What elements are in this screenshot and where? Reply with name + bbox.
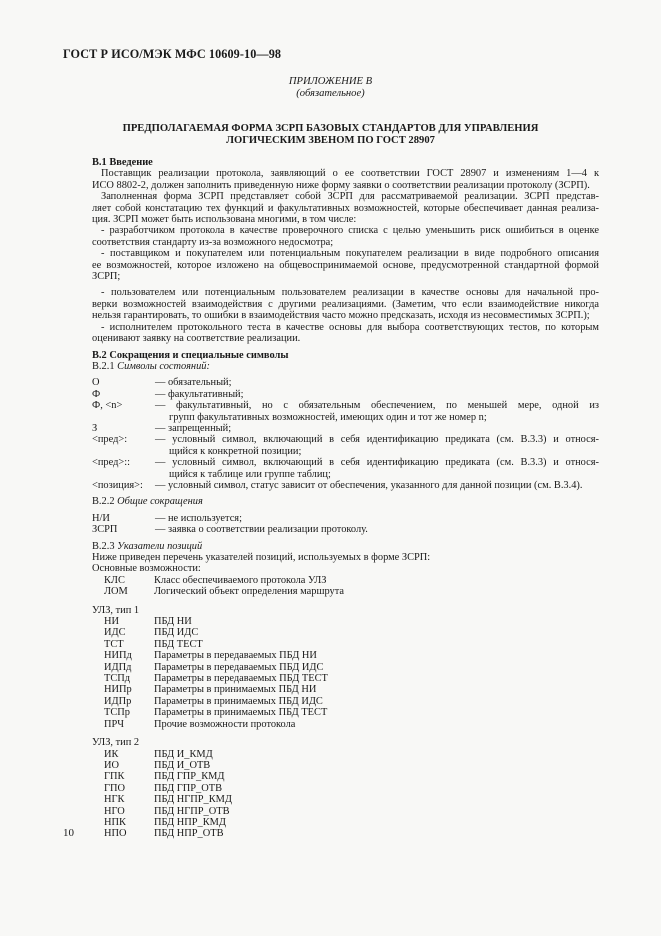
symbol-desc: щийся к таблице или группе таблиц; <box>169 468 331 480</box>
subsection-title: Общие сокращения <box>117 496 203 508</box>
text-line: Заполненная форма ЗСРП представляет собой ЗСРП для рассматриваемой реализации. ЗСРП представ- <box>101 191 599 203</box>
code-desc: Параметры в передаваемых ПБД НИ <box>154 650 317 662</box>
code-row <box>92 707 599 718</box>
code-term: ИК <box>104 748 119 760</box>
code-term: НИПр <box>104 684 132 696</box>
group-label: УЛЗ, тип 1 <box>92 604 140 616</box>
code-row <box>92 828 599 839</box>
symbol-desc: щийся к конкретной позиции; <box>169 445 302 457</box>
code-row <box>92 662 599 673</box>
symbol-desc: — факультативный, но с обязательным обеспечением, по меньшей мере, одной из <box>155 400 599 412</box>
code-desc: ПБД И_КМД <box>154 748 213 760</box>
main-title-line: ЛОГИЧЕСКИМ ЗВЕНОМ ПО ГОСТ 28907 <box>226 135 435 146</box>
code-desc: Параметры в принимаемых ПБД ТЕСТ <box>154 707 328 719</box>
symbol-row <box>92 389 599 400</box>
text-line: нельзя гарантировать, то ошибки в взаимодействия часто можно предсказать, исходя из несовместимых ЗСРП.); <box>92 310 590 322</box>
code-term: ИДС <box>104 627 126 639</box>
symbol-desc: — условный символ, статус зависит от обеспечения, указанного для данной позиции (см. В.3.4). <box>155 479 583 491</box>
code-desc: ПБД ИДС <box>154 627 199 639</box>
code-term: НПО <box>104 828 127 840</box>
code-desc: Класс обеспечиваемого протокола УЛЗ <box>154 574 327 586</box>
symbol-term: О <box>92 377 100 389</box>
code-desc: Прочие возможности протокола <box>154 718 296 730</box>
code-desc: ПБД НПР_ОТВ <box>154 828 224 840</box>
symbol-term: Ф, <n> <box>92 400 123 412</box>
text-line: Ниже приведен перечень указателей позиций, используемых в форме ЗСРП: <box>92 552 431 563</box>
code-desc: Логический объект определения маршрута <box>154 586 345 598</box>
symbol-row <box>92 400 599 423</box>
code-row <box>92 684 599 695</box>
code-row <box>92 586 599 597</box>
section-heading-intro: В.1 Введение <box>92 157 153 168</box>
bullet-3 <box>92 287 599 321</box>
text-line: - исполнителем протокольного теста в качестве основы для выбора соответствующих тестов, по которым <box>101 321 599 333</box>
abbrev-row <box>92 513 599 524</box>
code-row <box>92 719 599 730</box>
appendix-title: ПРИЛОЖЕНИЕ В <box>288 76 373 87</box>
symbol-row <box>92 457 599 480</box>
appendix-heading <box>0 76 661 100</box>
code-term: ГПО <box>104 782 126 794</box>
symbol-row <box>92 377 599 388</box>
bullet-1 <box>92 225 599 248</box>
code-term: ТСПр <box>104 707 130 719</box>
code-term: НГО <box>104 805 125 817</box>
abbrev-desc: — заявка о соответствии реализации протоколу. <box>155 524 368 536</box>
code-term: ИДПд <box>104 661 132 673</box>
code-row <box>92 696 599 707</box>
code-term: НПК <box>104 816 126 828</box>
code-row <box>92 673 599 684</box>
code-row <box>92 616 599 627</box>
text-line: ее возможностей, которое изложено на общевоспринимаемой основе, предусмотренной стандартной формой <box>92 259 599 271</box>
code-term: ГПК <box>104 771 125 783</box>
general-abbrev-list <box>92 513 599 536</box>
main-title-line: ПРЕДПОЛАГАЕМАЯ ФОРМА ЗСРП БАЗОВЫХ СТАНДАРТОВ ДЛЯ УПРАВЛЕНИЯ <box>122 123 539 134</box>
appendix-subtitle: (обязательное) <box>296 88 365 99</box>
symbol-row <box>92 434 599 457</box>
paragraph-1 <box>92 168 599 191</box>
symbol-term: <пред>:: <box>92 457 131 469</box>
code-row <box>92 749 599 760</box>
code-row <box>92 771 599 782</box>
text-line: верки возможностей взаимодействия с другими реализациями. (Заметим, что если взаимодействие никогда <box>92 298 599 310</box>
subsection-heading <box>92 361 599 372</box>
group-label: УЛЗ, тип 2 <box>92 737 140 749</box>
code-term: ИДПр <box>104 695 132 707</box>
paragraph-2 <box>92 191 599 225</box>
bullet-4 <box>92 322 599 345</box>
text-line: - поставщиком и покупателем или потенциальным покупателем реализации в виде подробного описания <box>101 248 599 260</box>
abbrev-term: Н/И <box>92 512 110 524</box>
symbol-desc: — условный символ, включающий в себя идентификацию предиката (см. В.3.3) и относя- <box>155 457 599 469</box>
abbrev-desc: — не используется; <box>155 512 242 524</box>
code-desc: ПБД И_ОТВ <box>154 759 211 771</box>
code-row <box>92 650 599 661</box>
text-line: ЗСРП; <box>92 271 121 283</box>
code-desc: ПБД НИ <box>154 616 192 628</box>
subsection-title: Символы состояний: <box>117 360 210 372</box>
code-term: НИПд <box>104 650 132 662</box>
text-line: ИСО 8802-2, должен заполнить приведенную ниже форму заявки о соответствии реализации протоколу (ЗСРП). <box>92 179 590 191</box>
symbol-desc: — условный символ, включающий в себя идентификацию предиката (см. В.3.3) и относя- <box>155 434 599 446</box>
code-desc: Параметры в передаваемых ПБД ТЕСТ <box>154 673 328 685</box>
code-row <box>92 627 599 638</box>
code-row <box>92 783 599 794</box>
group-label: Основные возможности: <box>92 563 201 575</box>
code-term: ПРЧ <box>104 718 125 730</box>
abbrev-row <box>92 524 599 535</box>
code-desc: ПБД ТЕСТ <box>154 638 203 650</box>
code-term: НГК <box>104 794 125 806</box>
symbol-desc: — обязательный; <box>155 377 232 389</box>
code-row <box>92 639 599 650</box>
subsection-title: Указатели позиций <box>117 540 203 552</box>
code-desc: ПБД ГПР_ОТВ <box>154 782 223 794</box>
subsection-number: В.2.1 <box>92 360 115 372</box>
text-line: - разработчиком протокола в качестве проверочного списка с целью уменьшить риск ошибиться в оценке <box>101 225 599 237</box>
subsection-heading <box>92 541 599 552</box>
text-line: Поставщик реализации протокола, заявляющий о ее соответствии ГОСТ 28907 и изменениям 1—4 к <box>101 168 599 180</box>
code-desc: Параметры в принимаемых ПБД НИ <box>154 684 317 696</box>
symbol-desc: — запрещенный; <box>155 422 232 434</box>
text-line: ция. ЗСРП может быть использована многими, в том числе: <box>92 214 357 226</box>
symbol-list <box>92 377 599 491</box>
code-term: ТСПд <box>104 673 131 685</box>
document-body <box>92 157 599 840</box>
code-desc: Параметры в принимаемых ПБД ИДС <box>154 695 323 707</box>
code-list-type2 <box>92 749 599 840</box>
main-title <box>80 123 581 147</box>
subsection-heading <box>92 496 599 507</box>
subsection-number: В.2.2 <box>92 496 115 508</box>
symbol-desc: — факультативный; <box>155 388 244 400</box>
code-desc: ПБД НГПР_ОТВ <box>154 805 230 817</box>
text-line: соответствия стандарту из-за возможного недосмотра; <box>92 236 334 248</box>
text-line: - пользователем или потенциальным пользователем реализации в качестве основы для начальной про- <box>101 287 599 299</box>
text-line: оценивают заявку на соответствие реализации. <box>92 333 301 345</box>
symbol-term: <позиция>: <box>92 479 143 491</box>
section-heading-abbrev: В.2 Сокращения и специальные символы <box>92 349 289 361</box>
code-row <box>92 575 599 586</box>
code-desc: ПБД ГПР_КМД <box>154 771 225 783</box>
symbol-row <box>92 480 599 491</box>
code-row <box>92 794 599 805</box>
code-row <box>92 817 599 828</box>
code-row <box>92 806 599 817</box>
symbol-term: <пред>: <box>92 434 128 446</box>
abbrev-term: ЗСРП <box>92 524 118 536</box>
document-header: ГОСТ Р ИСО/МЭК МФС 10609-10—98 <box>63 47 282 61</box>
code-term: ЛОМ <box>104 586 128 598</box>
page-number: 10 <box>63 827 74 839</box>
code-list-type1 <box>92 616 599 730</box>
subsection-number: В.2.3 <box>92 540 115 552</box>
code-desc: ПБД НПР_КМД <box>154 816 226 828</box>
code-desc: Параметры в передаваемых ПБД ИДС <box>154 661 324 673</box>
code-list-basic <box>92 575 599 598</box>
symbol-term: Ф <box>92 388 101 400</box>
symbol-row <box>92 423 599 434</box>
text-line: ляет собой констатацию тех функций и факультативных возможностей, которые обеспечивает данная реализа- <box>92 202 599 214</box>
symbol-desc: групп факультативных возможностей, имеющих один и тот же номер n; <box>169 411 487 423</box>
code-term: КЛС <box>104 574 125 586</box>
bullet-2 <box>92 248 599 282</box>
code-desc: ПБД НГПР_КМД <box>154 794 233 806</box>
symbol-term: З <box>92 422 98 434</box>
code-term: ТСТ <box>104 638 124 650</box>
code-term: НИ <box>104 616 120 628</box>
code-term: ИО <box>104 759 120 771</box>
code-row <box>92 760 599 771</box>
